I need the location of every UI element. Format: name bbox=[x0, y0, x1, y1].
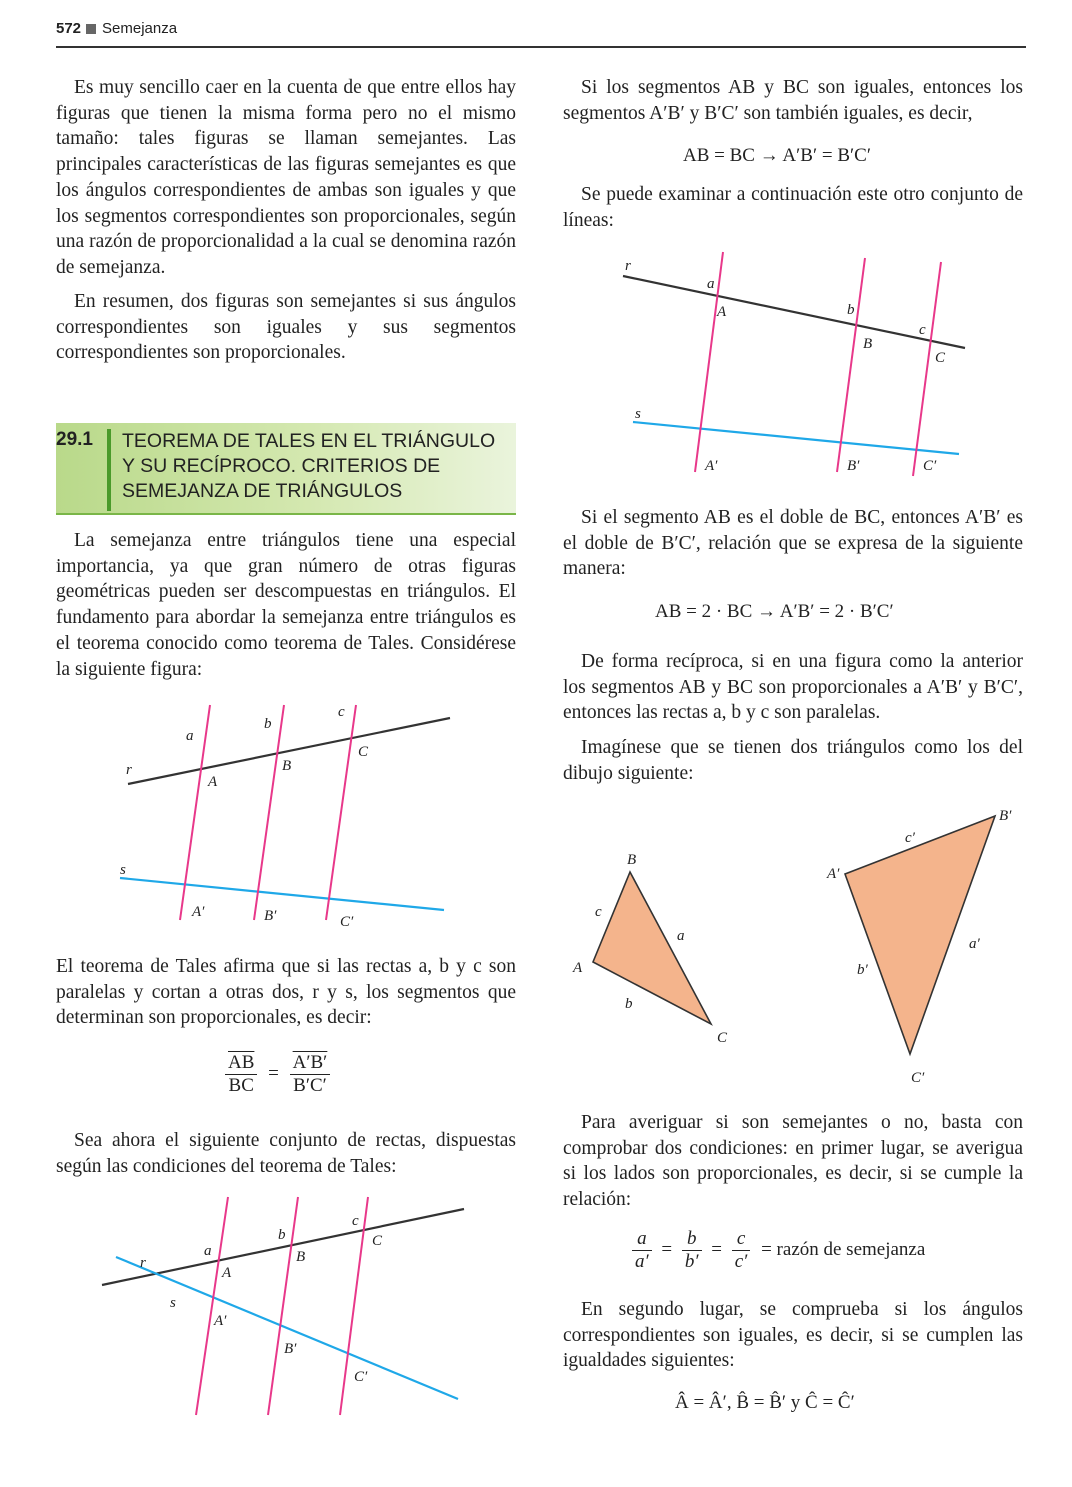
label-A: A bbox=[208, 774, 218, 790]
triangle-large bbox=[845, 816, 995, 1054]
line-c bbox=[913, 262, 941, 476]
figure-tales-converging bbox=[100, 1195, 470, 1425]
label-A-prime: A′ bbox=[214, 1313, 227, 1329]
line-s bbox=[120, 878, 444, 910]
label-C-prime: C′ bbox=[911, 1070, 925, 1086]
label-A: A bbox=[573, 960, 583, 976]
label-C-prime: C′ bbox=[354, 1369, 368, 1385]
paragraph-equal-segments: Si los segmentos AB y BC son iguales, entonces los segmentos A′B′ y B′C′ son también iguales, es decir, bbox=[563, 77, 1023, 124]
page-header bbox=[56, 20, 1026, 48]
label-B-prime: B′ bbox=[284, 1341, 297, 1357]
equation-double-segment: AB = 2 · BC → A′B′ = 2 · B′C′ bbox=[655, 601, 894, 622]
eq-c-prime: c′ bbox=[734, 1251, 748, 1272]
label-B: B bbox=[627, 852, 637, 868]
label-B: B bbox=[296, 1249, 306, 1265]
paragraph-tales-intro: La semejanza entre triángulos tiene una especial importancia, ya que gran número de otras figuras geométricas pueden ser descompuestas en triángulos. El fundamento para abordar la semejanza entre triángulos es el teorema conocido como teorema de Tales. Considérese la siguiente figura: bbox=[56, 530, 516, 680]
label-s: s bbox=[635, 406, 641, 422]
paragraph-tales-theorem: El teorema de Tales afirma que si las rectas a, b y c son paralelas y cortan a otras dos, r y s, los segmentos que determinan son proporcionales, es decir: bbox=[56, 956, 516, 1029]
paragraph-second-set: Sea ahora el siguiente conjunto de rectas, dispuestas según las condiciones del teorema de Tales: bbox=[56, 1130, 516, 1177]
line-r bbox=[623, 276, 965, 348]
eq-a: a bbox=[632, 1228, 652, 1251]
eq-b-prime: b′ bbox=[684, 1251, 699, 1272]
page-number: 572 bbox=[56, 20, 82, 37]
eq-den-B1C1: B′C′ bbox=[293, 1075, 327, 1096]
label-C: C bbox=[717, 1030, 728, 1046]
paragraph-conditions: Para averiguar si son semejantes o no, basta con comprobar dos condiciones: en primer lugar, se averigua si los lados son proporcionales, es decir, si se cumple la relación: bbox=[563, 1112, 1023, 1211]
label-r: r bbox=[625, 258, 631, 274]
eq-den-BC: BC bbox=[228, 1075, 254, 1096]
label-c: c bbox=[338, 704, 345, 720]
eq-b: b bbox=[682, 1228, 702, 1251]
label-C: C bbox=[372, 1233, 383, 1249]
label-B: B bbox=[282, 758, 292, 774]
label-A: A bbox=[222, 1265, 232, 1281]
eq-num-AB: $\overline{AB}$ bbox=[225, 1052, 257, 1075]
equation-ratio: $\frac{a}{a'}$ = $\frac{b}{b'}$ = $\frac{c}{c'}$ = razón de semejanza bbox=[632, 1228, 925, 1273]
label-B-prime: B′ bbox=[999, 808, 1012, 824]
label-side-a: a bbox=[677, 928, 685, 944]
line-b bbox=[837, 258, 865, 472]
label-A-prime: A′ bbox=[827, 866, 840, 882]
header-section: Semejanza bbox=[102, 20, 178, 37]
label-a: a bbox=[186, 728, 194, 744]
label-side-c: c bbox=[595, 904, 602, 920]
label-A-prime: A′ bbox=[192, 904, 205, 920]
figure-similar-triangles bbox=[565, 800, 1025, 1090]
square-icon bbox=[86, 24, 96, 34]
label-s: s bbox=[170, 1295, 176, 1311]
paragraph-angles: En segundo lugar, se comprueba si los ángulos correspondientes son iguales, es decir, si se cumplen las igualdades siguientes: bbox=[563, 1299, 1023, 1372]
equation-proportion: $\frac{\overline{AB}}{BC}$ = $\frac{A'B'}{B'C'}$ bbox=[225, 1052, 330, 1097]
line-a bbox=[196, 1197, 228, 1415]
figure-tales-right bbox=[615, 250, 975, 480]
eq-num-A1B1: A′B′ bbox=[290, 1052, 331, 1075]
label-b: b bbox=[847, 302, 855, 318]
equation-equal-segments: AB = BC → A′B′ = B′C′ bbox=[683, 145, 871, 166]
eq-a-prime: a′ bbox=[635, 1251, 649, 1272]
label-b: b bbox=[278, 1227, 286, 1243]
label-side-b: b bbox=[625, 996, 633, 1012]
label-s: s bbox=[120, 862, 126, 878]
label-c: c bbox=[919, 322, 926, 338]
paragraph-intro: Es muy sencillo caer en la cuenta de que entre ellos hay figuras que tienen la misma forma pero no el mismo tamaño: tales figuras se llaman semejantes. Las principales características de las figuras semejantes es que los ángulos correspondientes de ambas son iguales y que los segmentos correspondientes son proporcionales, según una razón de proporcionalidad a la cual se denomina razón de semejanza. bbox=[56, 77, 516, 278]
line-c bbox=[326, 705, 356, 920]
label-a: a bbox=[204, 1243, 212, 1259]
label-r: r bbox=[140, 1255, 146, 1271]
label-a: a bbox=[707, 276, 715, 292]
label-c: c bbox=[352, 1213, 359, 1229]
paragraph-two-triangles: Imagínese que se tienen dos triángulos como los del dibujo siguiente: bbox=[563, 737, 1023, 784]
paragraph-summary: En resumen, dos figuras son semejantes si sus ángulos correspondientes son iguales y sus segmentos correspondientes son proporcionales. bbox=[56, 291, 516, 364]
paragraph-another-set: Se puede examinar a continuación este otro conjunto de líneas: bbox=[563, 184, 1023, 231]
label-A-prime: A′ bbox=[705, 458, 718, 474]
paragraph-reciprocal: De forma recíproca, si en una figura como la anterior los segmentos AB y BC son proporcionales a A′B′ y B′C′, entonces las rectas a, b y c son paralelas. bbox=[563, 651, 1023, 724]
label-r: r bbox=[126, 762, 132, 778]
line-s bbox=[633, 422, 959, 454]
line-r bbox=[128, 718, 450, 784]
label-A: A bbox=[717, 304, 727, 320]
label-side-b-prime: b′ bbox=[857, 962, 868, 978]
triangle-small bbox=[593, 872, 711, 1024]
section-divider bbox=[107, 429, 111, 511]
eq-ratio-tail: = razón de semejanza bbox=[761, 1238, 926, 1260]
label-b: b bbox=[264, 716, 272, 732]
label-C-prime: C′ bbox=[923, 458, 937, 474]
section-heading bbox=[56, 423, 516, 515]
line-a bbox=[180, 705, 210, 920]
label-C: C bbox=[935, 350, 946, 366]
label-C-prime: C′ bbox=[340, 914, 354, 930]
label-B: B bbox=[863, 336, 873, 352]
eq-c: c bbox=[732, 1228, 751, 1251]
label-B-prime: B′ bbox=[847, 458, 860, 474]
figure-tales-parallel bbox=[100, 700, 460, 930]
section-number: 29.1 bbox=[56, 429, 93, 450]
label-B-prime: B′ bbox=[264, 908, 277, 924]
paragraph-double-segment: Si el segmento AB es el doble de BC, entonces A′B′ es el doble de B′C′, relación que se expresa de la siguiente manera: bbox=[563, 507, 1023, 580]
section-title: TEOREMA DE TALES EN EL TRIÁNGULO Y SU RECÍPROCO. CRITERIOS DE SEMEJANZA DE TRIÁNGULOS bbox=[122, 430, 496, 502]
label-C: C bbox=[358, 744, 369, 760]
equation-angles: Â = Â′, B̂ = B̂′ y Ĉ = Ĉ′ bbox=[675, 1392, 855, 1413]
label-side-c-prime: c′ bbox=[905, 830, 915, 846]
label-side-a-prime: a′ bbox=[969, 936, 980, 952]
line-b bbox=[254, 705, 284, 920]
